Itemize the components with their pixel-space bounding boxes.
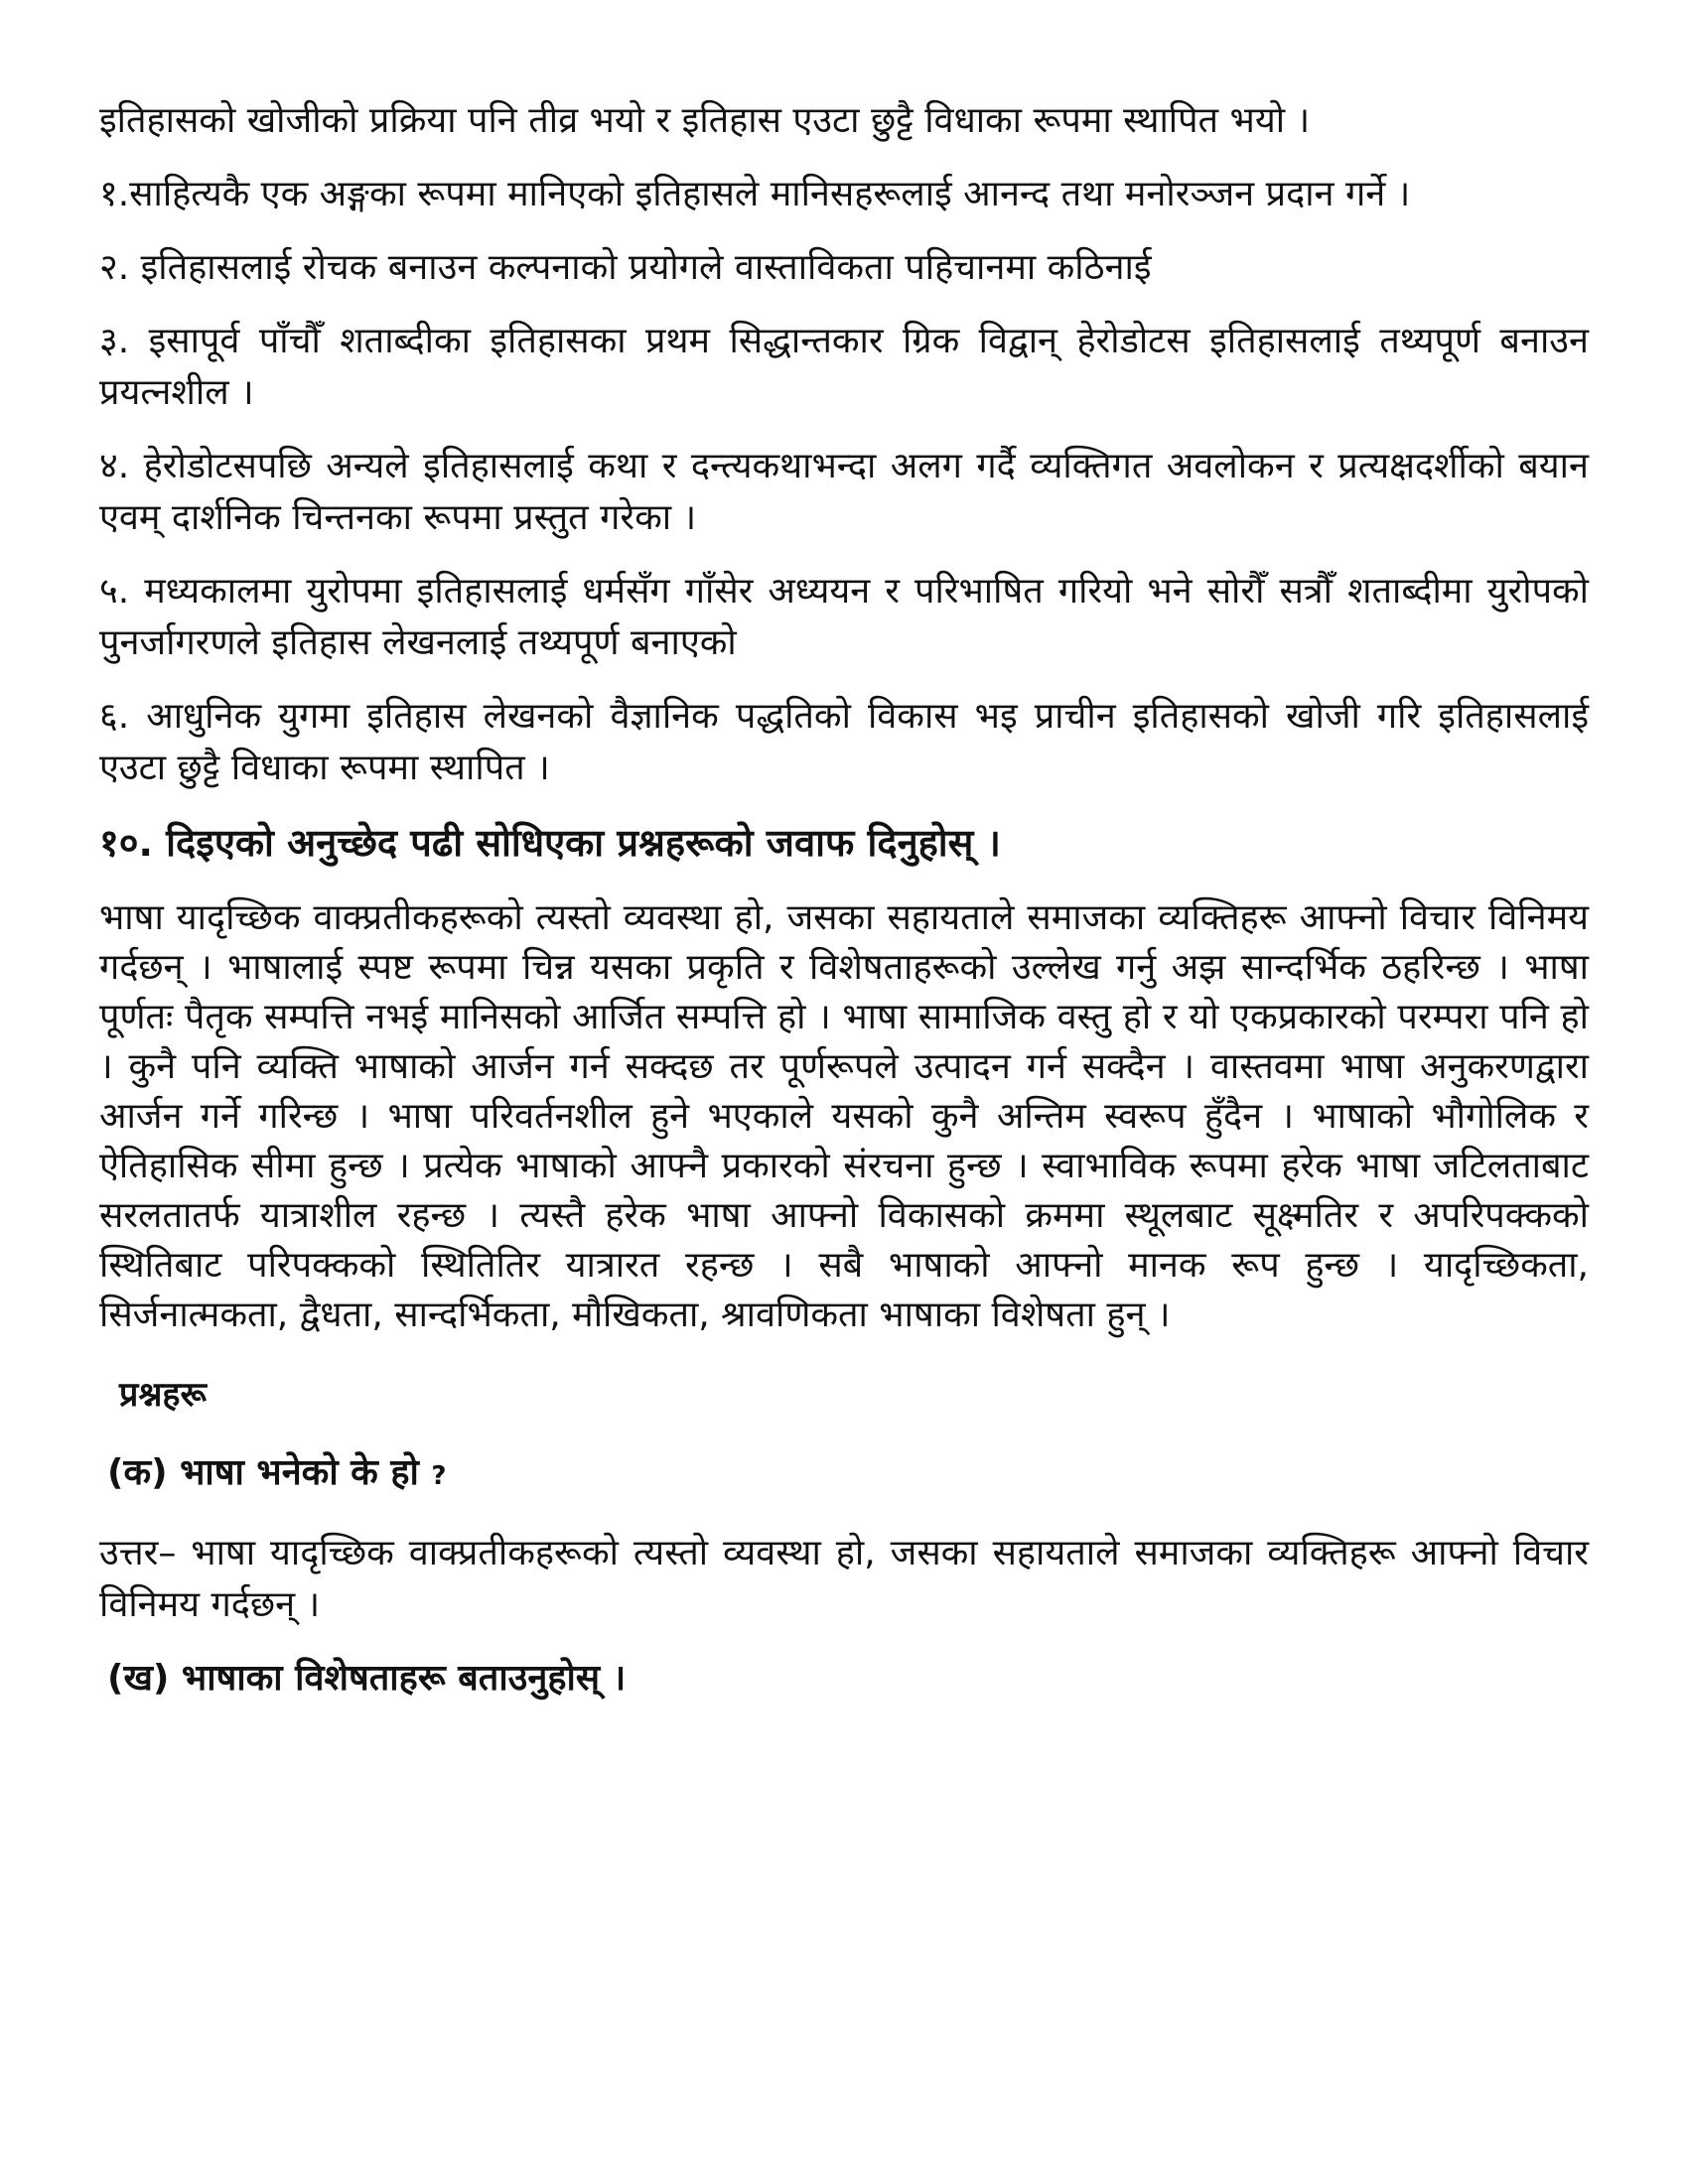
point-6: ६. आधुनिक युगमा इतिहास लेखनको वैज्ञानिक पद्धतिको विकास भइ प्राचीन इतिहासको खोजी गरि इतिहासलाई एउटा छुट्टै विधाका रूपमा स्थापित ।: [99, 696, 1589, 788]
section-heading: १०. दिइएको अनुच्छेद पढी सोधिएका प्रश्नहरूको जवाफ दिनुहोस् ।: [99, 821, 1001, 865]
point-5: ५. मध्यकालमा युरोपमा इतिहासलाई धर्मसँग गाँसेर अध्ययन र परिभाषित गरियो भने सोरौँ सत्रौँ शताब्दीमा युरोपको पुनर्जागरणले इतिहास लेखनलाई तथ्यपूर्ण बनाएको: [99, 571, 1589, 663]
answer-a: उत्तर– भाषा यादृच्छिक वाक्प्रतीकहरूको त्यस्तो व्यवस्था हो, जसका सहायताले समाजका व्यक्तिहरू आफ्नो विचार विनिमय गर्दछन् ।: [99, 1533, 1589, 1625]
reading-passage: भाषा यादृच्छिक वाक्प्रतीकहरूको त्यस्तो व्यवस्था हो, जसका सहायताले समाजका व्यक्तिहरू आफ्नो विचार विनिमय गर्दछन् । भाषालाई स्पष्ट रूपमा चिन्न यसका प्रकृति र विशेषताहरूको उल्लेख गर्नु अझ सान्दर्भिक ठहरिन्छ । भाषा पूर्णतः पैतृक सम्पत्ति नभई मानिसको आर्जित सम्पत्ति हो । भाषा सामाजिक वस्तु हो र यो एकप्रकारको परम्परा पनि हो । कुनै पनि व्यक्ति भाषाको आर्जन गर्न सक्दछ तर पूर्णरूपले उत्पादन गर्न सक्दैन । वास्तवमा भाषा अनुकरणद्वारा आर्जन गर्ने गरिन्छ । भाषा परिवर्तनशील हुने भएकाले यसको कुनै अन्तिम स्वरूप हुँदैन । भाषाको भौगोलिक र ऐतिहासिक सीमा हुन्छ । प्रत्येक भाषाको आफ्नै प्रकारको संरचना हुन्छ । स्वाभाविक रूपमा हरेक भाषा जटिलताबाट सरलतातर्फ यात्राशील रहन्छ । त्यस्तै हरेक भाषा आफ्नो विकासको क्रममा स्थूलबाट सूक्ष्मतिर र अपरिपक्कको स्थितिबाट परिपक्कको स्थितितिर यात्रारत रहन्छ । सबै भाषाको आफ्नो मानक रूप हुन्छ । यादृच्छिकता, सिर्जनात्मकता, द्वैधता, सान्दर्भिकता, मौखिकता, श्रावणिकता भाषाका विशेषता हुन् ।: [99, 897, 1589, 1335]
question-a-label: (क) भाषा भनेको के हो: [107, 1452, 419, 1493]
question-a-mark: ?: [431, 1461, 447, 1491]
question-b: (ख) भाषाका विशेषताहरू बताउनुहोस् ।: [107, 1658, 627, 1699]
document-page: [99, 95, 1589, 1730]
point-2: २. इतिहासलाई रोचक बनाउन कल्पनाको प्रयोगले वास्ताविकता पहिचानमा कठिनाई: [99, 247, 1152, 288]
point-4: ४. हेरोडोटसपछि अन्यले इतिहासलाई कथा र दन्त्यकथाभन्दा अलग गर्दै व्यक्तिगत अवलोकन र प्रत्यक्षदर्शीको बयान एवम् दार्शनिक चिन्तनका रूपमा प्रस्तुत गरेका ।: [99, 446, 1589, 538]
point-1: १.साहित्यकै एक अङ्गका रूपमा मानिएको इतिहासले मानिसहरूलाई आनन्द तथा मनोरञ्जन प्रदान गर्ने ।: [99, 174, 1411, 214]
point-3: ३. इसापूर्व पाँचौँ शताब्दीका इतिहासका प्रथम सिद्धान्तकार ग्रिक विद्वान् हेरोडोटस इतिहासलाई तथ्यपूर्ण बनाउन प्रयत्नशील ।: [99, 321, 1589, 413]
intro-paragraph: इतिहासको खोजीको प्रक्रिया पनि तीव्र भयो र इतिहास एउटा छुट्टै विधाका रूपमा स्थापित भयो ।: [99, 100, 1311, 141]
questions-heading: प्रश्नहरू: [119, 1375, 207, 1415]
question-a: [107, 1447, 1589, 1502]
